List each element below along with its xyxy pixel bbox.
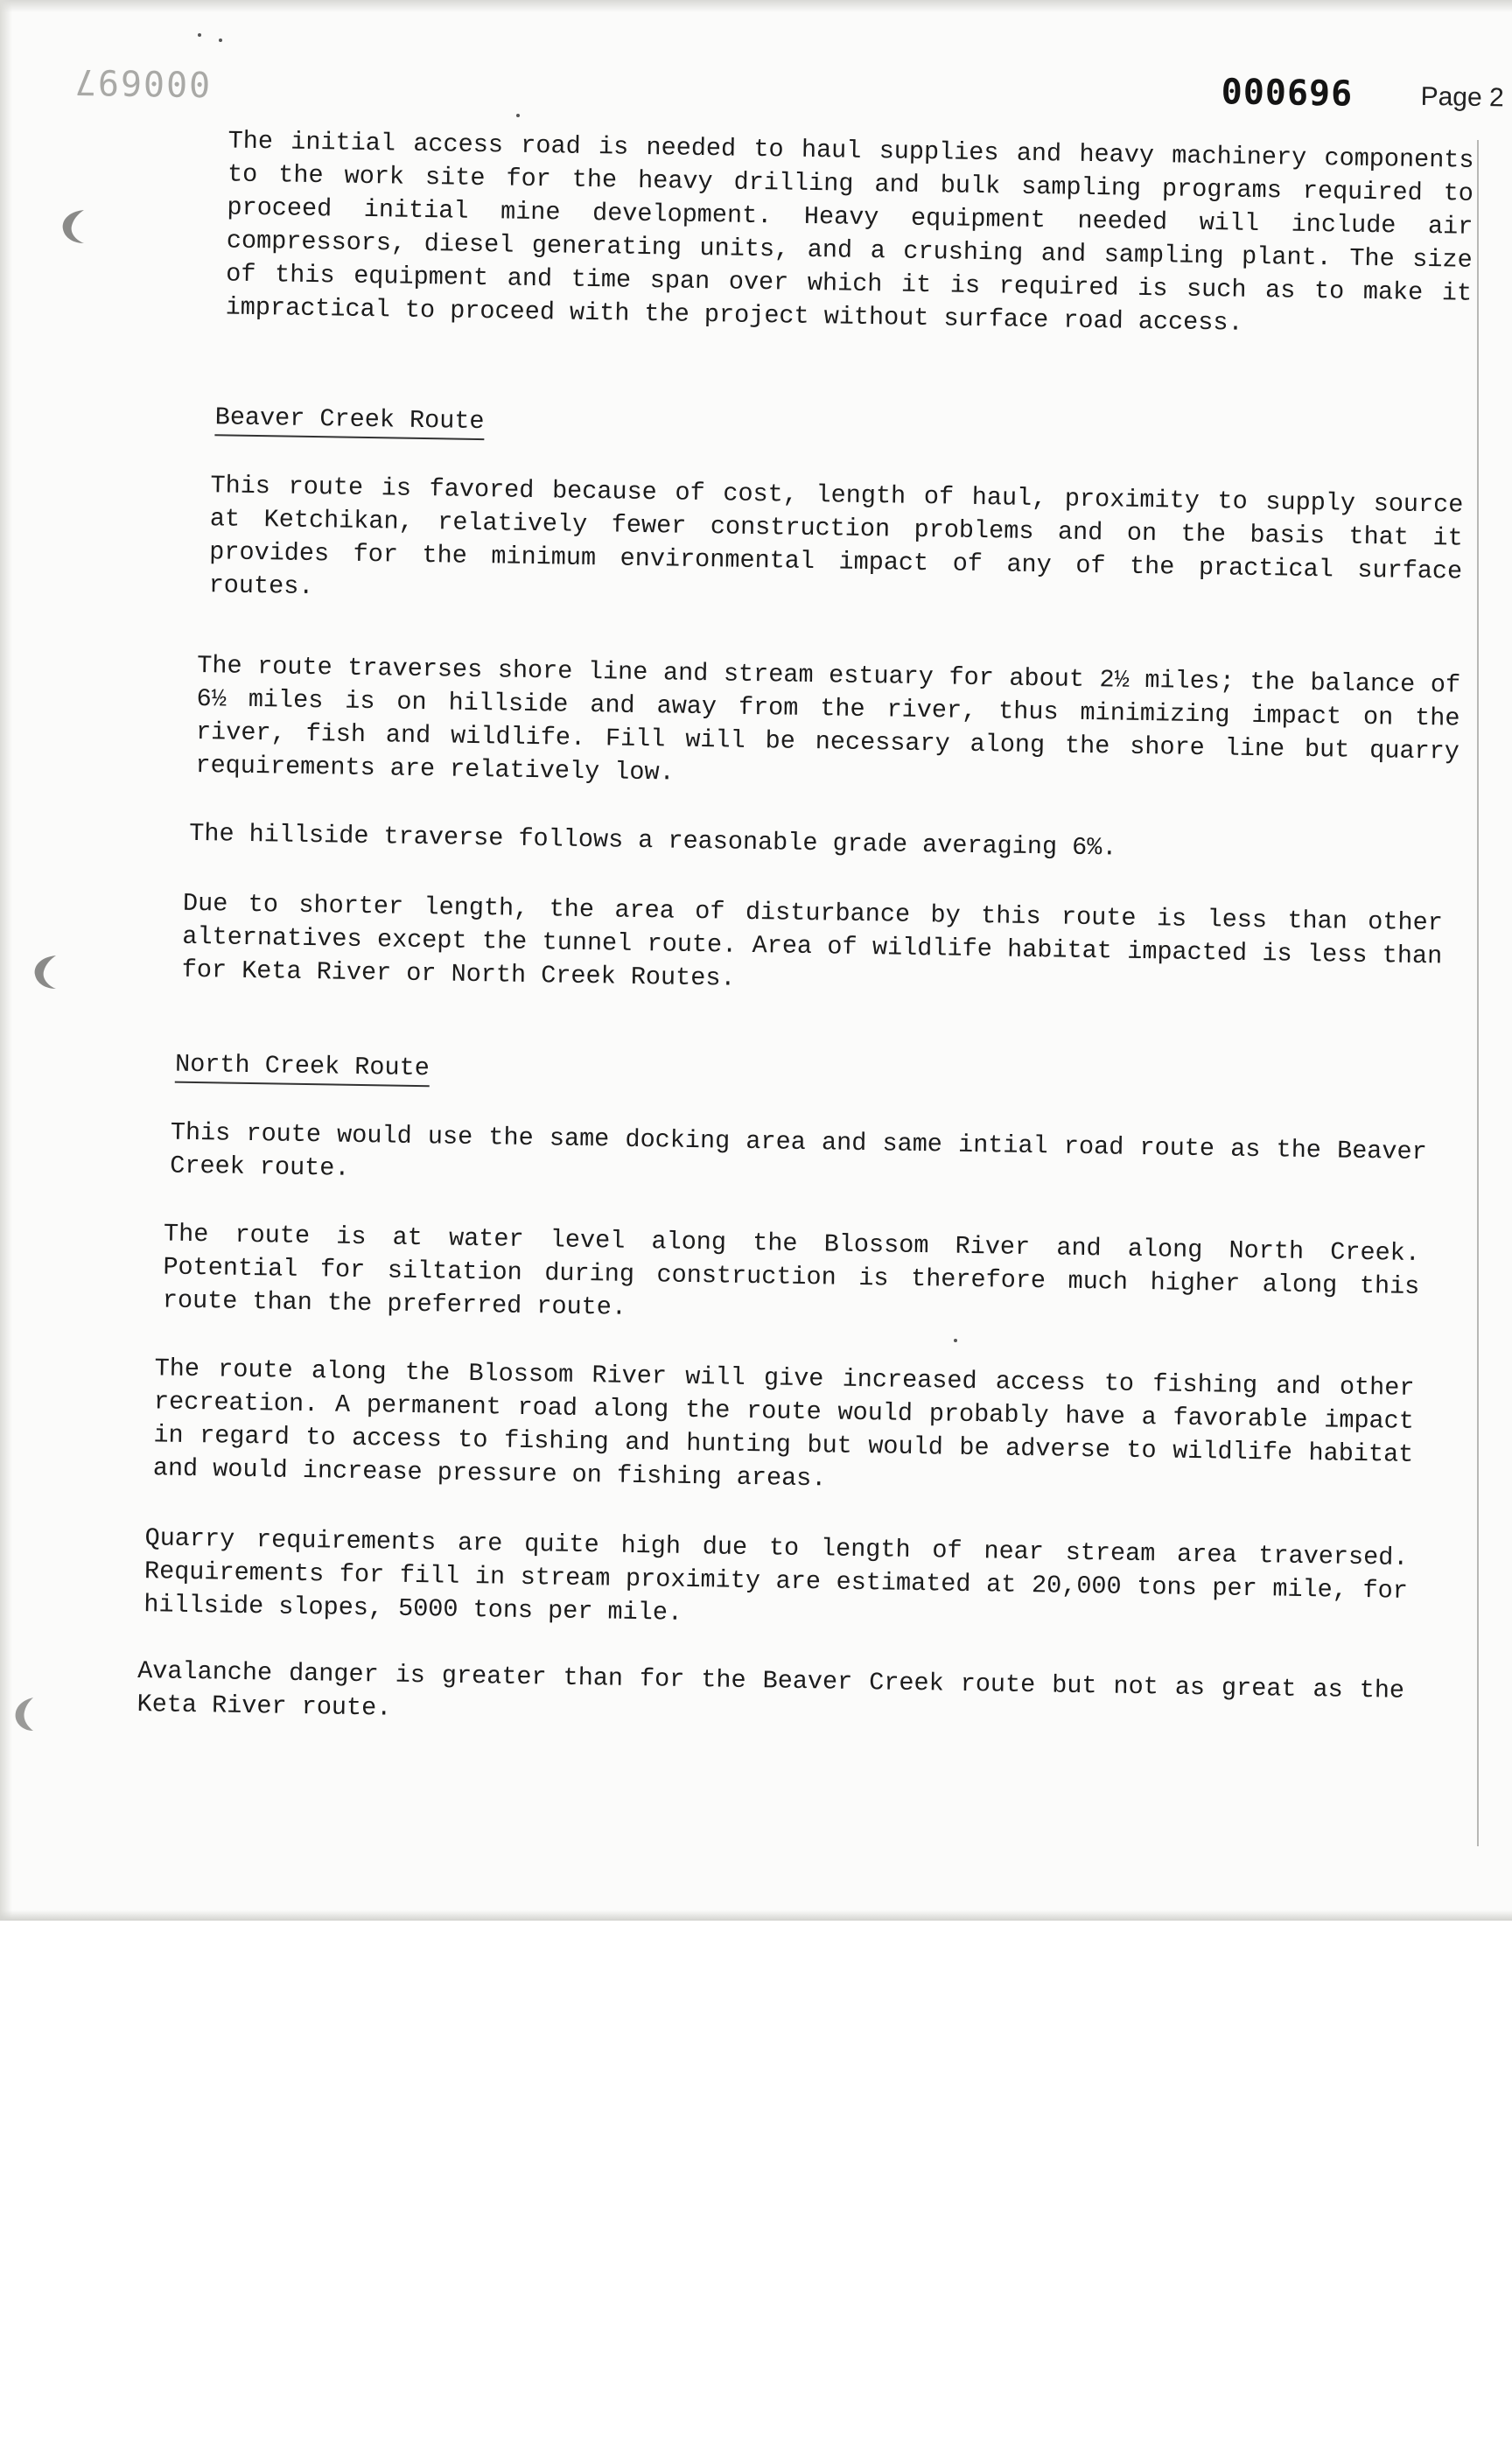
paragraph-beaver-creek-4: Due to shorter length, the area of disturbance by this route is less than other alternatives except the tunnel route. Area of wildlife habitat impacted is less than for Keta River or North Creek Routes. xyxy=(181,888,1444,993)
paragraph-north-creek-1: This route would use the same docking area and same intial road route as the Beaver Creek route. xyxy=(170,1117,1427,1183)
bates-number: 000696 xyxy=(1221,72,1354,115)
paragraph-beaver-creek-2: The route traverses shore line and stream estuary for about 2½ miles; the balance of 6½ miles is on hillside and away from the river, thus minimizing impact on the river, fish and wildlife. Fill will be necessary along the shore line but quarry requirements are relatively low. xyxy=(195,650,1461,788)
paragraph-beaver-creek-3: The hillside traverse follows a reasonable grade averaging 6%. xyxy=(188,818,1117,863)
paragraph-beaver-creek-1: This route is favored because of cost, length of haul, proximity to supply source at Ketchikan, relatively fewer construction problems and on the basis that it provides for the minimum environmental impact of any of the practical surface routes. xyxy=(208,471,1464,602)
paragraph-north-creek-3: The route along the Blossom River will give increased access to fishing and other recreation. A permanent road along the route would probably have a favorable impact in regard to access to fishing and hunting but would be adverse to wildlife habitat and would increase pressure on fishing areas. xyxy=(152,1354,1415,1494)
section-heading-north-creek: North Creek Route xyxy=(175,1048,430,1086)
paragraph-north-creek-2: The route is at water level along the Blossom River and along North Creek. Potential for siltation during construction is therefore much higher along this route than the preferred route. xyxy=(162,1219,1421,1322)
page-number: Page 2 xyxy=(1420,81,1504,113)
section-heading-beaver-creek: Beaver Creek Route xyxy=(214,401,484,438)
paragraph-north-creek-5: Avalanche danger is greater than for the Beaver Creek route but not as great as the Keta River route. xyxy=(136,1656,1405,1723)
paragraph-intro: The initial access road is needed to haul supplies and heavy machinery components to the work site for the heavy drilling and bulk sampling programs required to proceed initial mine development. Heavy equipment needed will include air compressors, diesel generating units, and a crushing and sampling plant. The size of this equipment and time span over which it is required is such as to make it impractical to proceed with the project without surface road access. xyxy=(225,126,1474,338)
faded-page-stamp: 000697 xyxy=(73,60,211,104)
paragraph-north-creek-4: Quarry requirements are quite high due to length of near stream area traversed. Requirements for fill in stream proximity are estimated at 20,000 tons per mile, for hillside slopes, 5000 tons per mile. xyxy=(144,1523,1409,1628)
